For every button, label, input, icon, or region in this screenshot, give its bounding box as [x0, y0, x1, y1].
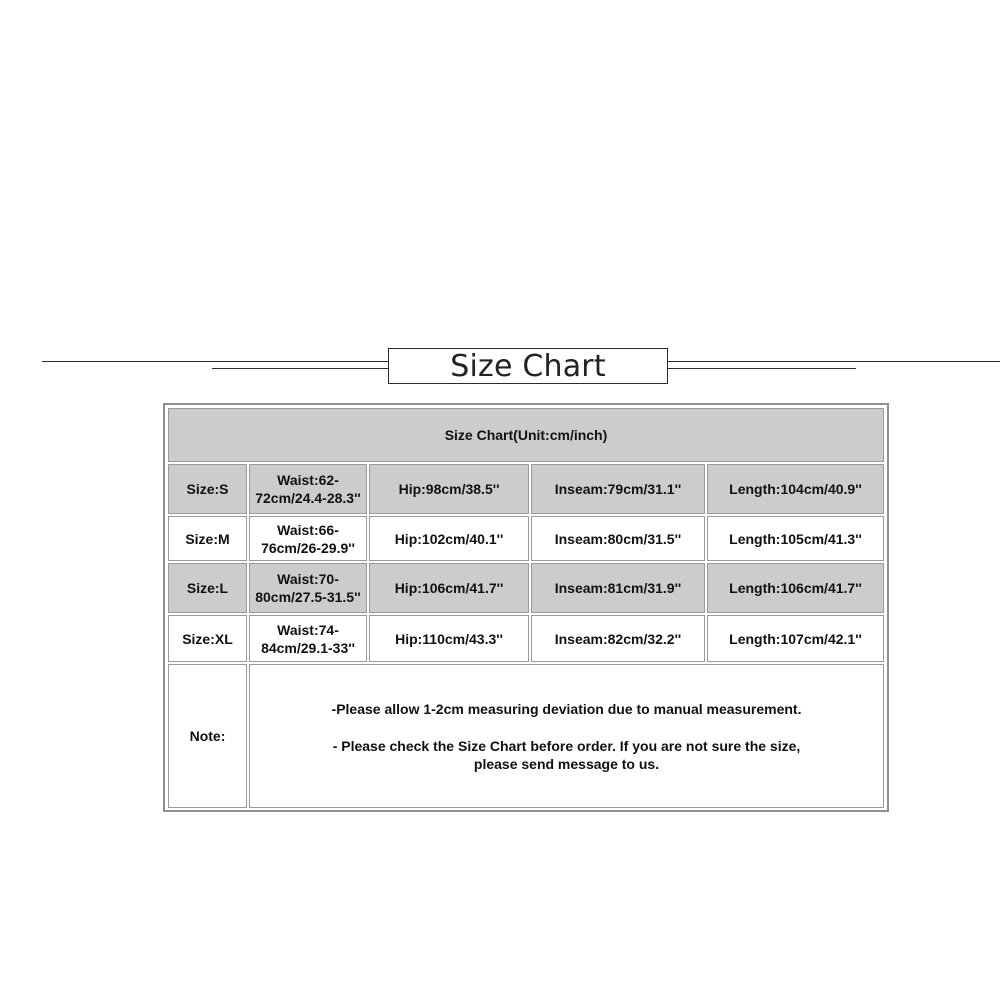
hip-cell: Hip:98cm/38.5'' — [369, 464, 529, 514]
inseam-cell: Inseam:82cm/32.2'' — [531, 615, 705, 662]
note-line-deviation: -Please allow 1-2cm measuring deviation due to manual measurement. — [331, 700, 802, 717]
length-cell: Length:107cm/42.1'' — [707, 615, 884, 662]
note-line-send-message: please send message to us. — [473, 755, 660, 772]
size-cell: Size:XL — [168, 615, 247, 662]
waist-cell: Waist:74-84cm/29.1-33'' — [249, 615, 367, 662]
length-cell: Length:106cm/41.7'' — [707, 563, 884, 613]
size-cell: Size:M — [168, 516, 247, 561]
size-chart-table — [163, 403, 889, 812]
hip-cell: Hip:106cm/41.7'' — [369, 563, 529, 613]
waist-cell: Waist:62-72cm/24.4-28.3'' — [249, 464, 367, 514]
inseam-cell: Inseam:81cm/31.9'' — [531, 563, 705, 613]
banner-title: Size Chart — [388, 348, 668, 384]
table-header: Size Chart(Unit:cm/inch) — [168, 408, 884, 462]
note-line-check-chart: - Please check the Size Chart before order. If you are not sure the size, — [332, 737, 801, 754]
inseam-cell: Inseam:80cm/31.5'' — [531, 516, 705, 561]
hip-cell: Hip:102cm/40.1'' — [369, 516, 529, 561]
size-cell: Size:L — [168, 563, 247, 613]
note-label: Note: — [168, 664, 247, 808]
banner-rule-left — [212, 368, 388, 369]
inseam-cell: Inseam:79cm/31.1'' — [531, 464, 705, 514]
hip-cell: Hip:110cm/43.3'' — [369, 615, 529, 662]
waist-cell: Waist:66-76cm/26-29.9'' — [249, 516, 367, 561]
waist-cell: Waist:70-80cm/27.5-31.5'' — [249, 563, 367, 613]
banner-rule-right — [668, 368, 856, 369]
length-cell: Length:104cm/40.9'' — [707, 464, 884, 514]
note-content — [249, 664, 884, 808]
length-cell: Length:105cm/41.3'' — [707, 516, 884, 561]
size-cell: Size:S — [168, 464, 247, 514]
